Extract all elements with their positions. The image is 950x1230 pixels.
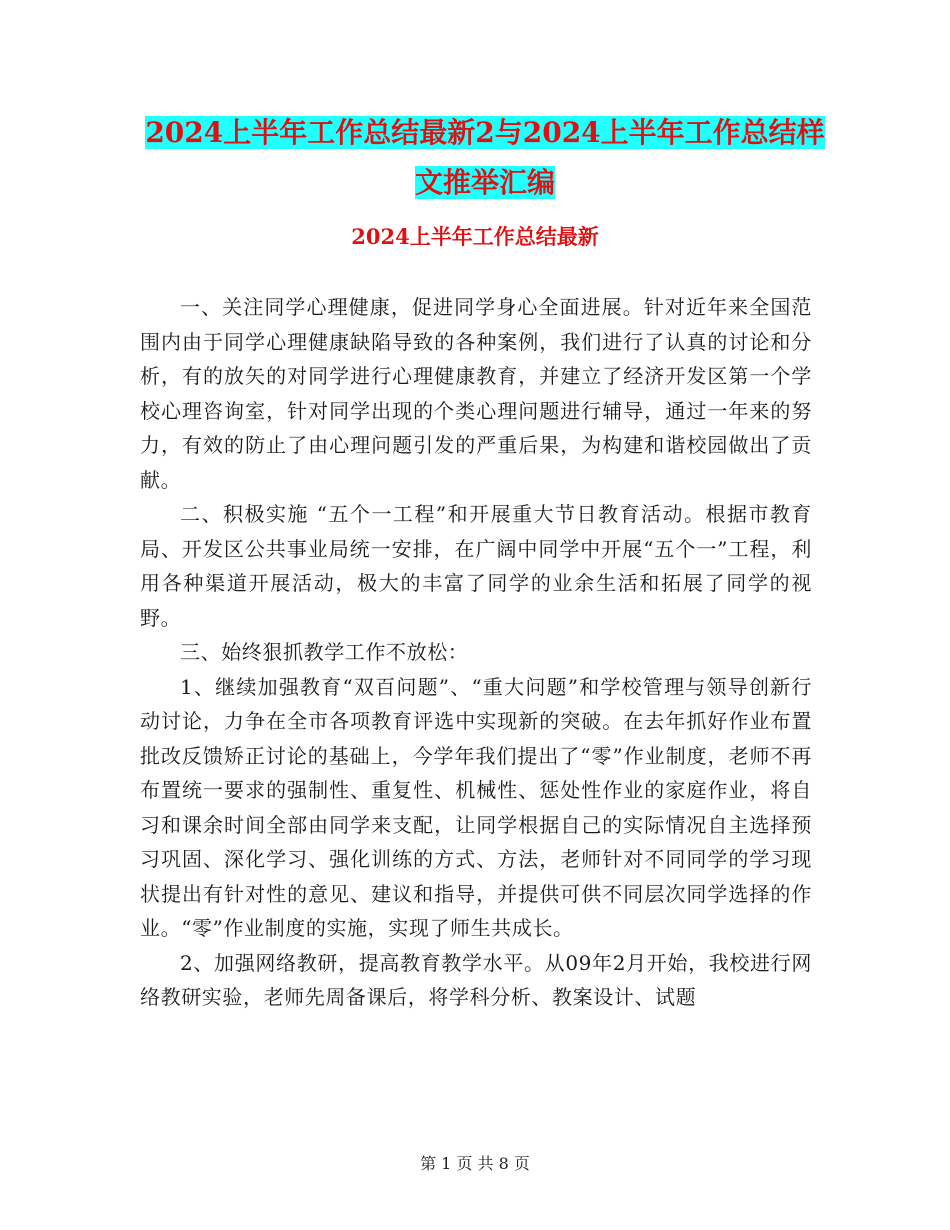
paragraph-3: 三、始终狠抓教学工作不放松： xyxy=(180,640,469,664)
body-text xyxy=(140,290,812,1015)
paragraph-1: 一、关注同学心理健康，促进同学身心全面进展。针对近年来全国范围内由于同学心理健康缺陷导致的各种案例，我们进行了认真的讨论和分析，有的放矢的对同学进行心理健康教育，并建立了经济开发区第一个学校心理咨询室，针对同学出现的个类心理问题进行辅导，通过一年来的努力，有效的防止了由心理问题引发的严重后果，为构建和谐校园做出了贡献。 xyxy=(140,295,812,492)
section-title: 2024上半年工作总结最新 xyxy=(351,224,599,249)
paragraph-5: 2、加强网络教研，提高教育教学水平。从09年2月开始，我校进行网络教研实验，老师先周备课后，将学科分析、教案设计、试题 xyxy=(140,950,812,1009)
paragraph-2: 二、积极实施 “五个一工程”和开展重大节日教育活动。根据市教育局、开发区公共事业局统一安排，在广阔中同学中开展“五个一”工程，利用各种渠道开展活动，极大的丰富了同学的业余生活和拓展了同学的视野。 xyxy=(140,502,812,630)
document-title-text: 2024上半年工作总结最新2与2024上半年工作总结样文推举汇编 xyxy=(145,116,825,199)
document-title xyxy=(140,108,830,208)
page-footer: 第 1 页 共 8 页 xyxy=(420,1154,530,1173)
paragraph-4: 1、继续加强教育“双百问题”、“重大问题”和学校管理与领导创新行动讨论，力争在全市各项教育评选中实现新的突破。在去年抓好作业布置批改反馈矫正讨论的基础上，今学年我们提出了“零”作业制度，老师不再布置统一要求的强制性、重复性、机械性、惩处性作业的家庭作业，将自习和课余时间全部由同学来支配，让同学根据自己的实际情况自主选择预习巩固、深化学习、强化训练的方式、方法，老师针对不同同学的学习现状提出有针对性的意见、建议和指导，并提供可供不同层次同学选择的作业。“零”作业制度的实施，实现了师生共成长。 xyxy=(140,674,812,940)
